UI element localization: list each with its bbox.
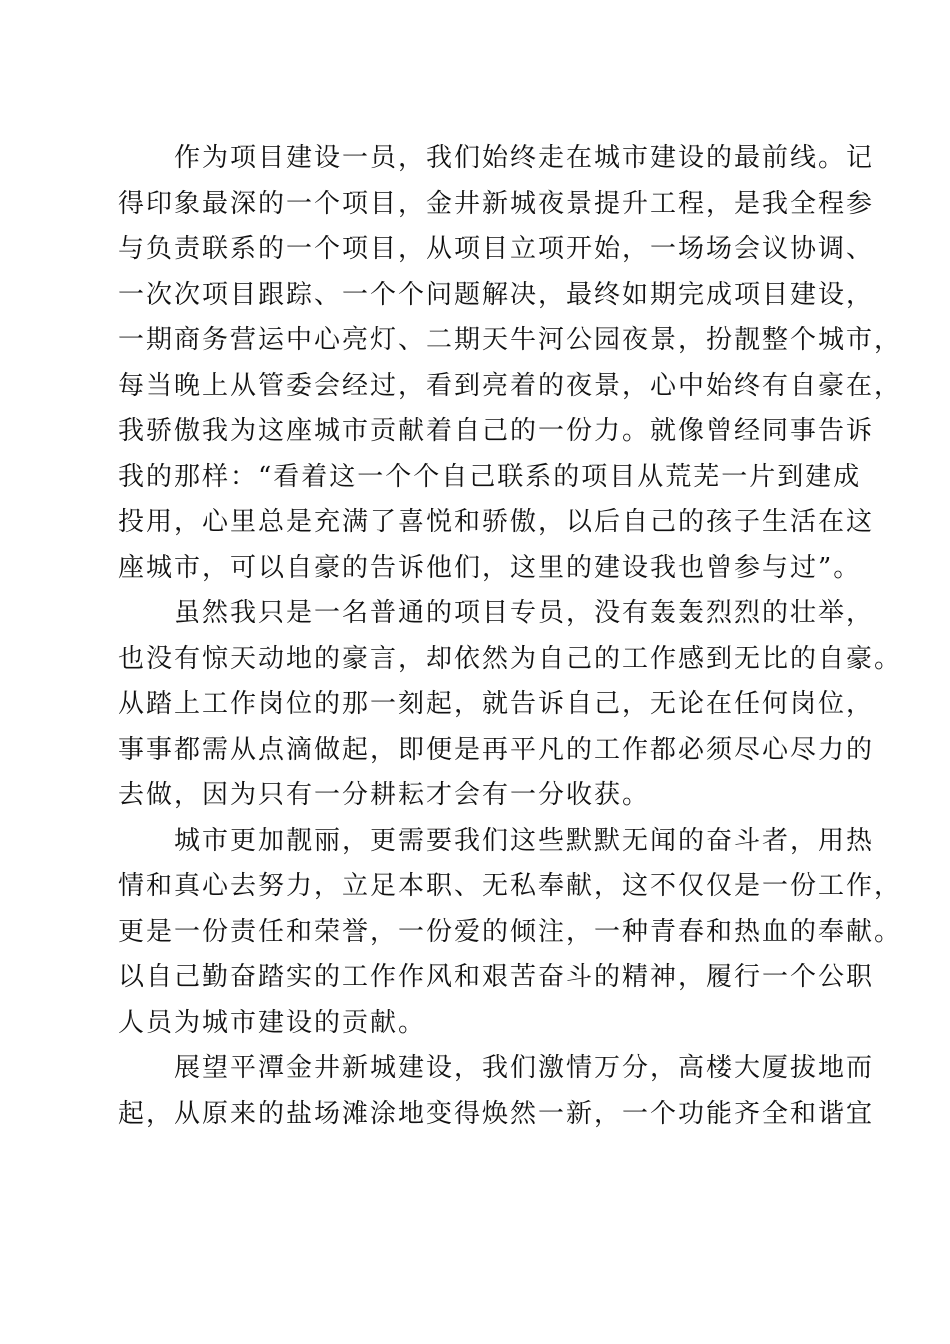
text-line: 每当晚上从管委会经过，看到亮着的夜景，心中始终有自豪在， [118, 370, 903, 401]
text-line: 起，从原来的盐场滩涂地变得焕然一新，一个功能齐全和谐宜 [118, 1098, 875, 1129]
text-line: 事事都需从点滴做起，即便是再平凡的工作都必须尽心尽力的 [118, 734, 875, 765]
paragraph-2 [118, 591, 903, 819]
paragraph-4 [118, 1046, 875, 1137]
text-line: 去做，因为只有一分耕耘才会有一分收获。 [118, 780, 651, 810]
text-line: 以自己勤奋踏实的工作作风和艰苦奋斗的精神，履行一个公职 [118, 962, 875, 992]
text-line: 城市更加靓丽，更需要我们这些默默无闻的奋斗者，用热 [174, 825, 875, 856]
text-line: 从踏上工作岗位的那一刻起，就告诉自己，无论在任何岗位， [118, 689, 875, 719]
text-line: 投用，心里总是充满了喜悦和骄傲，以后自己的孩子生活在这 [118, 507, 875, 537]
text-line: 人员为城市建设的贡献。 [118, 1007, 427, 1038]
text-line: 座城市，可以自豪的告诉他们，这里的建设我也曾参与过”。 [118, 552, 862, 583]
text-line: 一期商务营运中心亮灯、二期天牛河公园夜景，扮靓整个城市， [118, 325, 903, 355]
text-line: 作为项目建设一员，我们始终走在城市建设的最前线。记 [174, 143, 875, 173]
text-line: 与负责联系的一个项目，从项目立项开始，一场场会议协调、 [118, 234, 875, 264]
text-line: 情和真心去努力，立足本职、无私奉献，这不仅仅是一份工作， [118, 871, 903, 901]
text-line: 一次次项目跟踪、一个个问题解决，最终如期完成项目建设， [118, 279, 875, 310]
text-line: 更是一份责任和荣誉，一份爱的倾注，一种青春和热血的奉献。 [118, 916, 903, 947]
text-line: 也没有惊天动地的豪言，却依然为自己的工作感到无比的自豪。 [118, 643, 903, 674]
text-line: 虽然我只是一名普通的项目专员，没有轰轰烈烈的壮举， [174, 598, 875, 628]
document-body [118, 136, 903, 1137]
text-line: 我的那样：“看着这一个个自己联系的项目从荒芜一片到建成 [118, 461, 862, 492]
text-line: 得印象最深的一个项目，金井新城夜景提升工程，是我全程参 [118, 188, 875, 219]
paragraph-1 [118, 136, 903, 591]
paragraph-3 [118, 819, 903, 1047]
text-line: 展望平潭金井新城建设，我们激情万分，高楼大厦拔地而 [174, 1053, 875, 1083]
text-line: 我骄傲我为这座城市贡献着自己的一份力。就像曾经同事告诉 [118, 416, 875, 446]
